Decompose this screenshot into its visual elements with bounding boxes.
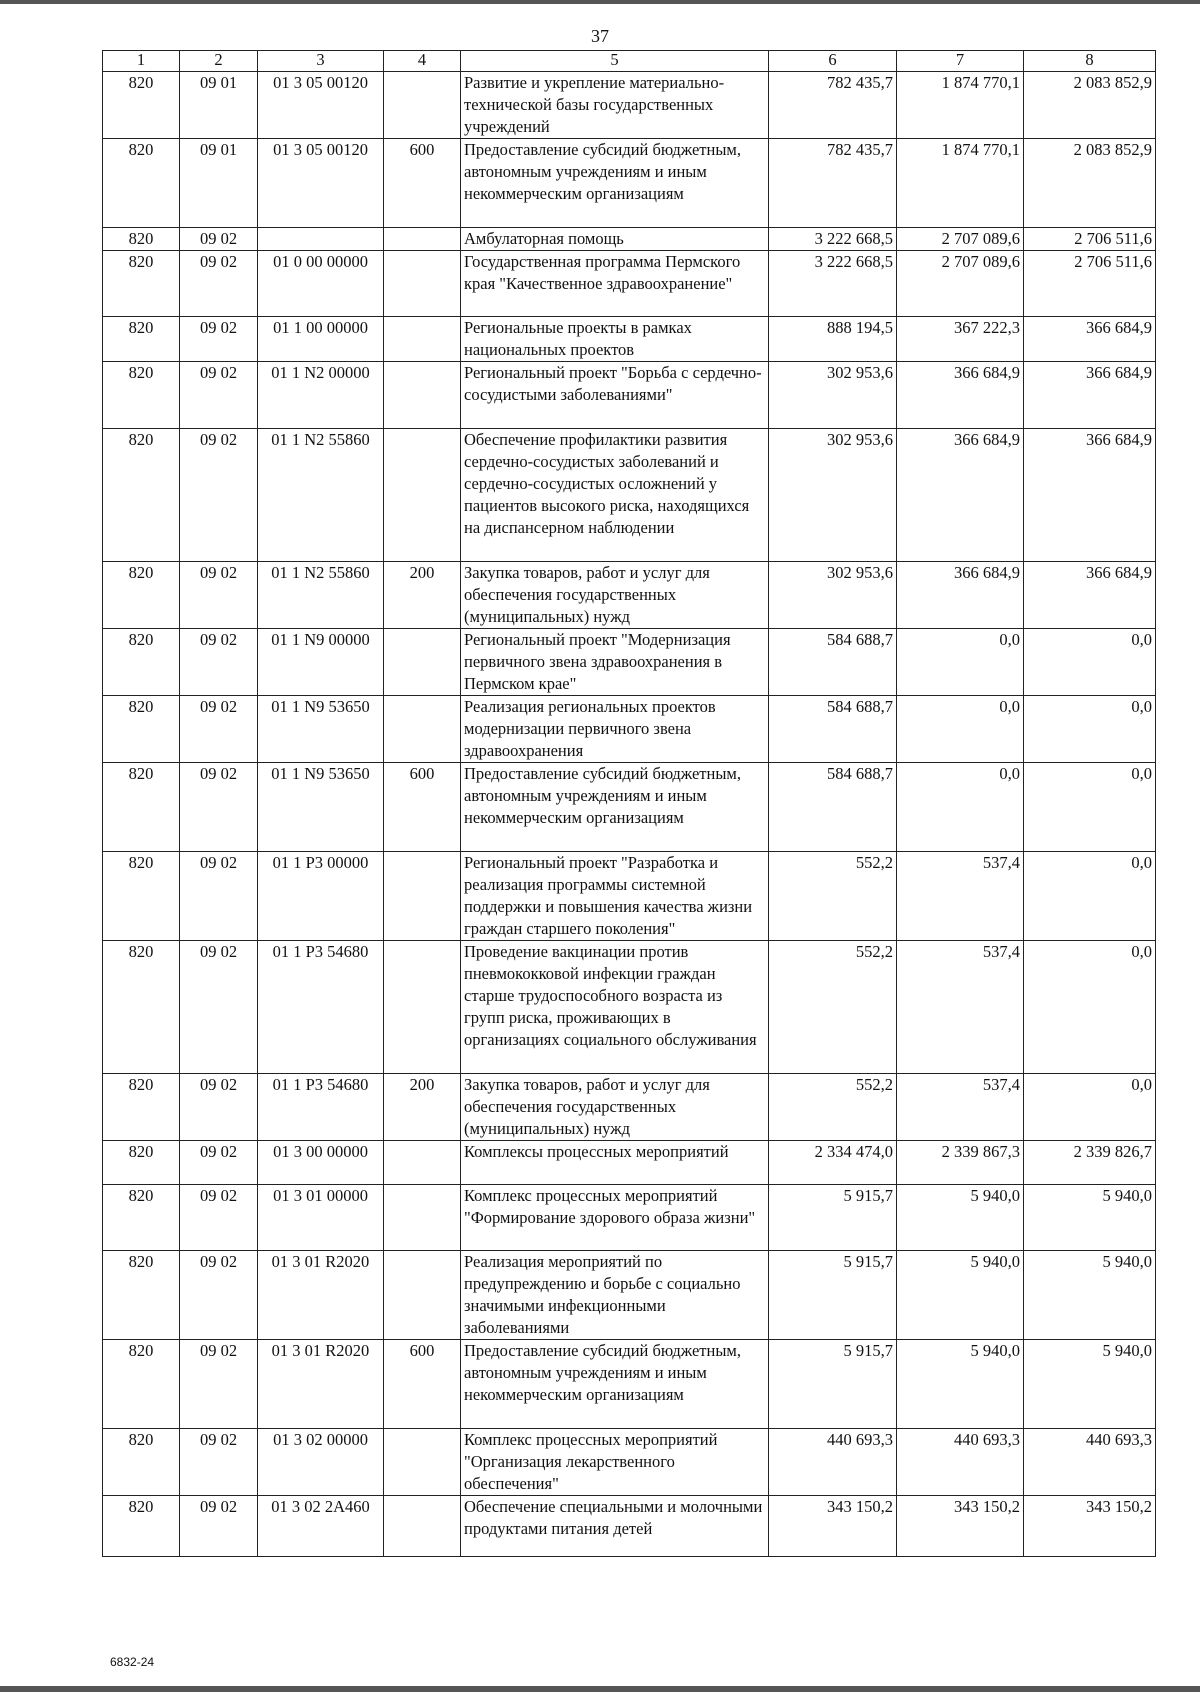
column-header: 8	[1024, 51, 1156, 72]
item-name-cell: Амбулаторная помощь	[461, 228, 769, 251]
amount-year3-cell: 366 684,9	[1024, 362, 1156, 429]
amount-year3-cell: 2 083 852,9	[1024, 139, 1156, 228]
amount-year3-cell: 0,0	[1024, 852, 1156, 941]
department-code-cell: 820	[103, 1185, 180, 1251]
section-code-cell: 09 02	[180, 362, 258, 429]
amount-year3-cell: 0,0	[1024, 696, 1156, 763]
expense-type-cell: 600	[384, 1340, 461, 1429]
department-code-cell: 820	[103, 629, 180, 696]
amount-year2-cell: 2 707 089,6	[897, 251, 1024, 317]
department-code-cell: 820	[103, 72, 180, 139]
section-code-cell: 09 01	[180, 72, 258, 139]
expense-type-cell: 200	[384, 1074, 461, 1141]
amount-year2-cell: 367 222,3	[897, 317, 1024, 362]
department-code-cell: 820	[103, 1496, 180, 1557]
amount-year3-cell: 2 083 852,9	[1024, 72, 1156, 139]
table-row	[103, 251, 1156, 317]
target-article-cell: 01 3 02 00000	[258, 1429, 384, 1496]
department-code-cell: 820	[103, 1251, 180, 1340]
table-row	[103, 1074, 1156, 1141]
department-code-cell: 820	[103, 562, 180, 629]
target-article-cell: 01 1 P3 54680	[258, 1074, 384, 1141]
target-article-cell: 01 1 N9 53650	[258, 763, 384, 852]
target-article-cell: 01 3 01 R2020	[258, 1251, 384, 1340]
table-row	[103, 317, 1156, 362]
amount-year1-cell: 552,2	[769, 1074, 897, 1141]
table-row	[103, 763, 1156, 852]
document-code: 6832-24	[110, 1655, 155, 1669]
amount-year1-cell: 584 688,7	[769, 763, 897, 852]
department-code-cell: 820	[103, 362, 180, 429]
expense-type-cell	[384, 1496, 461, 1557]
target-article-cell: 01 1 N2 00000	[258, 362, 384, 429]
table-row	[103, 1185, 1156, 1251]
table-row	[103, 139, 1156, 228]
amount-year1-cell: 302 953,6	[769, 362, 897, 429]
amount-year1-cell: 552,2	[769, 852, 897, 941]
amount-year2-cell: 1 874 770,1	[897, 139, 1024, 228]
target-article-cell: 01 3 00 00000	[258, 1141, 384, 1185]
expense-type-cell	[384, 1141, 461, 1185]
expense-type-cell	[384, 72, 461, 139]
item-name-cell: Государственная программа Пермского края "Качественное здравоохранение"	[461, 251, 769, 317]
amount-year3-cell: 2 706 511,6	[1024, 251, 1156, 317]
table-row	[103, 228, 1156, 251]
amount-year3-cell: 0,0	[1024, 941, 1156, 1074]
item-name-cell: Обеспечение профилактики развития сердечно-сосудистых заболеваний и сердечно-сосудистых осложнений у пациентов высокого риска, находящихся на диспансерном наблюдении	[461, 429, 769, 562]
page-number: 37	[591, 26, 609, 46]
department-code-cell: 820	[103, 228, 180, 251]
section-code-cell: 09 02	[180, 941, 258, 1074]
table-body	[103, 72, 1156, 1557]
amount-year3-cell: 0,0	[1024, 1074, 1156, 1141]
table-row	[103, 1141, 1156, 1185]
table-row	[103, 562, 1156, 629]
department-code-cell: 820	[103, 1074, 180, 1141]
expense-type-cell	[384, 629, 461, 696]
table-row	[103, 1496, 1156, 1557]
section-code-cell: 09 02	[180, 1185, 258, 1251]
expense-type-cell	[384, 429, 461, 562]
amount-year1-cell: 552,2	[769, 941, 897, 1074]
expense-type-cell: 600	[384, 763, 461, 852]
target-article-cell: 01 1 P3 00000	[258, 852, 384, 941]
amount-year2-cell: 366 684,9	[897, 429, 1024, 562]
section-code-cell: 09 02	[180, 228, 258, 251]
scan-bottom-edge	[0, 1686, 1200, 1692]
section-code-cell: 09 02	[180, 629, 258, 696]
section-code-cell: 09 02	[180, 763, 258, 852]
table-row	[103, 1429, 1156, 1496]
target-article-cell: 01 1 N9 53650	[258, 696, 384, 763]
expense-type-cell	[384, 941, 461, 1074]
item-name-cell: Комплекс процессных мероприятий "Формирование здорового образа жизни"	[461, 1185, 769, 1251]
target-article-cell: 01 1 N2 55860	[258, 562, 384, 629]
amount-year3-cell: 2 706 511,6	[1024, 228, 1156, 251]
amount-year2-cell: 537,4	[897, 1074, 1024, 1141]
table-row	[103, 72, 1156, 139]
amount-year1-cell: 888 194,5	[769, 317, 897, 362]
amount-year3-cell: 366 684,9	[1024, 562, 1156, 629]
expense-type-cell	[384, 1185, 461, 1251]
department-code-cell: 820	[103, 429, 180, 562]
department-code-cell: 820	[103, 763, 180, 852]
section-code-cell: 09 02	[180, 1141, 258, 1185]
header-row	[103, 51, 1156, 72]
section-code-cell: 09 02	[180, 317, 258, 362]
expense-type-cell	[384, 696, 461, 763]
item-name-cell: Реализация региональных проектов модернизации первичного звена здравоохранения	[461, 696, 769, 763]
amount-year2-cell: 2 339 867,3	[897, 1141, 1024, 1185]
department-code-cell: 820	[103, 852, 180, 941]
target-article-cell: 01 3 05 00120	[258, 72, 384, 139]
item-name-cell: Реализация мероприятий по предупреждению и борьбе с социально значимыми инфекционными заболеваниями	[461, 1251, 769, 1340]
column-header: 2	[180, 51, 258, 72]
amount-year1-cell: 782 435,7	[769, 72, 897, 139]
table-row	[103, 941, 1156, 1074]
item-name-cell: Региональный проект "Модернизация первичного звена здравоохранения в Пермском крае"	[461, 629, 769, 696]
expense-type-cell	[384, 852, 461, 941]
target-article-cell: 01 3 01 00000	[258, 1185, 384, 1251]
section-code-cell: 09 02	[180, 251, 258, 317]
item-name-cell: Предоставление субсидий бюджетным, автономным учреждениям и иным некоммерческим организациям	[461, 763, 769, 852]
section-code-cell: 09 02	[180, 1496, 258, 1557]
target-article-cell: 01 3 02 2A460	[258, 1496, 384, 1557]
amount-year2-cell: 5 940,0	[897, 1185, 1024, 1251]
target-article-cell: 01 0 00 00000	[258, 251, 384, 317]
expense-type-cell	[384, 1429, 461, 1496]
target-article-cell: 01 3 01 R2020	[258, 1340, 384, 1429]
amount-year1-cell: 782 435,7	[769, 139, 897, 228]
budget-table	[102, 50, 1156, 1557]
amount-year2-cell: 366 684,9	[897, 362, 1024, 429]
amount-year1-cell: 584 688,7	[769, 696, 897, 763]
amount-year1-cell: 3 222 668,5	[769, 228, 897, 251]
item-name-cell: Региональные проекты в рамках национальных проектов	[461, 317, 769, 362]
item-name-cell: Обеспечение специальными и молочными продуктами питания детей	[461, 1496, 769, 1557]
column-header: 7	[897, 51, 1024, 72]
department-code-cell: 820	[103, 317, 180, 362]
item-name-cell: Предоставление субсидий бюджетным, автономным учреждениям и иным некоммерческим организациям	[461, 139, 769, 228]
expense-type-cell	[384, 1251, 461, 1340]
amount-year1-cell: 2 334 474,0	[769, 1141, 897, 1185]
amount-year3-cell: 2 339 826,7	[1024, 1141, 1156, 1185]
amount-year3-cell: 5 940,0	[1024, 1185, 1156, 1251]
amount-year1-cell: 584 688,7	[769, 629, 897, 696]
section-code-cell: 09 02	[180, 852, 258, 941]
amount-year1-cell: 302 953,6	[769, 562, 897, 629]
expense-type-cell	[384, 317, 461, 362]
amount-year1-cell: 5 915,7	[769, 1185, 897, 1251]
table-row	[103, 1251, 1156, 1340]
target-article-cell: 01 1 P3 54680	[258, 941, 384, 1074]
expense-type-cell	[384, 362, 461, 429]
table-row	[103, 1340, 1156, 1429]
section-code-cell: 09 02	[180, 1074, 258, 1141]
section-code-cell: 09 02	[180, 429, 258, 562]
item-name-cell: Комплекс процессных мероприятий "Организация лекарственного обеспечения"	[461, 1429, 769, 1496]
amount-year3-cell: 0,0	[1024, 763, 1156, 852]
department-code-cell: 820	[103, 139, 180, 228]
expense-type-cell	[384, 251, 461, 317]
table-row	[103, 362, 1156, 429]
department-code-cell: 820	[103, 1340, 180, 1429]
department-code-cell: 820	[103, 1429, 180, 1496]
item-name-cell: Предоставление субсидий бюджетным, автономным учреждениям и иным некоммерческим организациям	[461, 1340, 769, 1429]
amount-year2-cell: 0,0	[897, 696, 1024, 763]
amount-year3-cell: 5 940,0	[1024, 1251, 1156, 1340]
amount-year2-cell: 537,4	[897, 941, 1024, 1074]
department-code-cell: 820	[103, 941, 180, 1074]
item-name-cell: Закупка товаров, работ и услуг для обеспечения государственных (муниципальных) нужд	[461, 1074, 769, 1141]
section-code-cell: 09 02	[180, 1340, 258, 1429]
amount-year3-cell: 366 684,9	[1024, 317, 1156, 362]
table-header	[103, 51, 1156, 72]
amount-year3-cell: 440 693,3	[1024, 1429, 1156, 1496]
amount-year2-cell: 5 940,0	[897, 1340, 1024, 1429]
amount-year2-cell: 366 684,9	[897, 562, 1024, 629]
target-article-cell: 01 3 05 00120	[258, 139, 384, 228]
amount-year2-cell: 2 707 089,6	[897, 228, 1024, 251]
item-name-cell: Проведение вакцинации против пневмококковой инфекции граждан старше трудоспособного возраста из групп риска, проживающих в организациях социального обслуживания	[461, 941, 769, 1074]
column-header: 4	[384, 51, 461, 72]
target-article-cell: 01 1 N2 55860	[258, 429, 384, 562]
amount-year2-cell: 440 693,3	[897, 1429, 1024, 1496]
amount-year1-cell: 3 222 668,5	[769, 251, 897, 317]
expense-type-cell: 200	[384, 562, 461, 629]
amount-year3-cell: 5 940,0	[1024, 1340, 1156, 1429]
item-name-cell: Региональный проект "Борьба с сердечно-сосудистыми заболеваниями"	[461, 362, 769, 429]
amount-year2-cell: 537,4	[897, 852, 1024, 941]
department-code-cell: 820	[103, 251, 180, 317]
amount-year2-cell: 0,0	[897, 629, 1024, 696]
department-code-cell: 820	[103, 1141, 180, 1185]
section-code-cell: 09 02	[180, 1429, 258, 1496]
amount-year1-cell: 5 915,7	[769, 1340, 897, 1429]
table-row	[103, 629, 1156, 696]
item-name-cell: Комплексы процессных мероприятий	[461, 1141, 769, 1185]
section-code-cell: 09 02	[180, 696, 258, 763]
amount-year3-cell: 0,0	[1024, 629, 1156, 696]
item-name-cell: Региональный проект "Разработка и реализация программы системной поддержки и повышения качества жизни граждан старшего поколения"	[461, 852, 769, 941]
amount-year1-cell: 5 915,7	[769, 1251, 897, 1340]
column-header: 3	[258, 51, 384, 72]
amount-year1-cell: 440 693,3	[769, 1429, 897, 1496]
column-header: 6	[769, 51, 897, 72]
target-article-cell	[258, 228, 384, 251]
section-code-cell: 09 02	[180, 1251, 258, 1340]
column-header: 1	[103, 51, 180, 72]
amount-year1-cell: 302 953,6	[769, 429, 897, 562]
table-row	[103, 429, 1156, 562]
table-row	[103, 696, 1156, 763]
amount-year2-cell: 343 150,2	[897, 1496, 1024, 1557]
amount-year2-cell: 0,0	[897, 763, 1024, 852]
amount-year1-cell: 343 150,2	[769, 1496, 897, 1557]
expense-type-cell	[384, 228, 461, 251]
column-header: 5	[461, 51, 769, 72]
section-code-cell: 09 01	[180, 139, 258, 228]
item-name-cell: Закупка товаров, работ и услуг для обеспечения государственных (муниципальных) нужд	[461, 562, 769, 629]
amount-year3-cell: 366 684,9	[1024, 429, 1156, 562]
department-code-cell: 820	[103, 696, 180, 763]
amount-year2-cell: 1 874 770,1	[897, 72, 1024, 139]
amount-year3-cell: 343 150,2	[1024, 1496, 1156, 1557]
scan-top-edge	[0, 0, 1200, 4]
table-row	[103, 852, 1156, 941]
expense-type-cell: 600	[384, 139, 461, 228]
item-name-cell: Развитие и укрепление материально-технической базы государственных учреждений	[461, 72, 769, 139]
target-article-cell: 01 1 00 00000	[258, 317, 384, 362]
section-code-cell: 09 02	[180, 562, 258, 629]
target-article-cell: 01 1 N9 00000	[258, 629, 384, 696]
amount-year2-cell: 5 940,0	[897, 1251, 1024, 1340]
